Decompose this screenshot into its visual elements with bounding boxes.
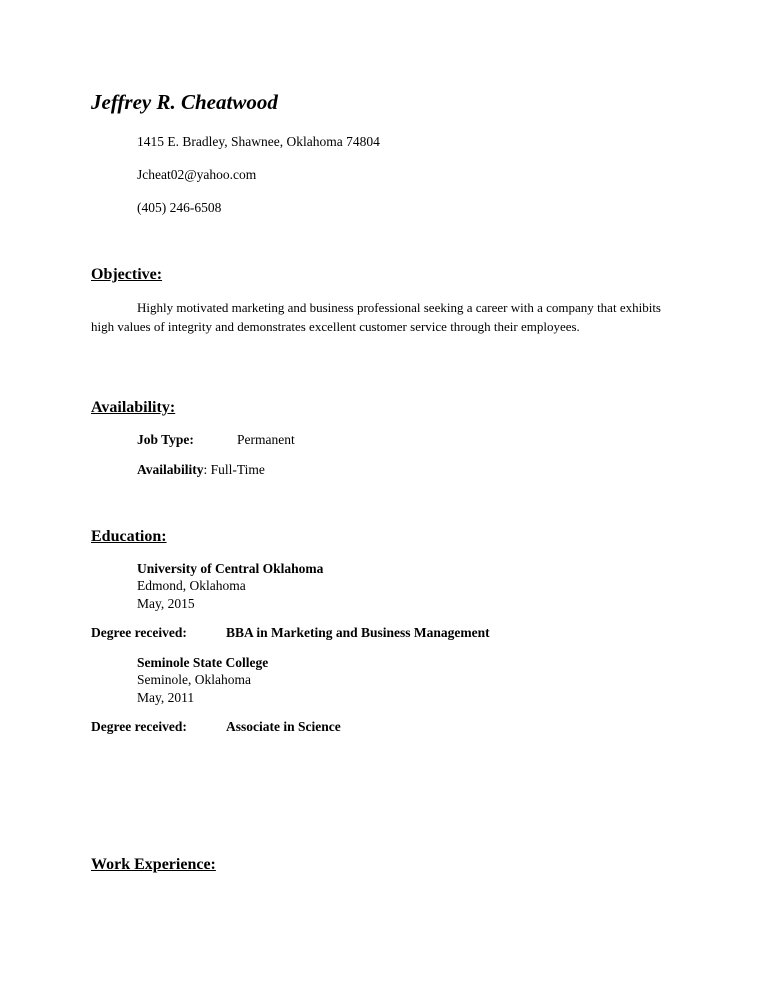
work-experience-heading: Work Experience:: [91, 856, 216, 873]
school-location: Seminole, Oklahoma: [137, 672, 251, 687]
resume-name: Jeffrey R. Cheatwood: [91, 90, 278, 114]
availability-value: Full-Time: [210, 462, 265, 477]
degree-label: Degree received:: [91, 625, 187, 640]
job-type-value: Permanent: [237, 432, 295, 447]
job-type-label: Job Type:: [137, 432, 194, 447]
school-date: May, 2011: [137, 690, 195, 705]
degree-value: BBA in Marketing and Business Management: [226, 625, 490, 640]
school-date: May, 2015: [137, 596, 195, 611]
objective-heading: Objective:: [91, 266, 163, 283]
school-location: Edmond, Oklahoma: [137, 578, 246, 593]
phone-line: (405) 246-6508: [137, 200, 222, 215]
education-heading: Education:: [91, 528, 167, 545]
school-name: Seminole State College: [137, 655, 269, 670]
availability-heading: Availability:: [91, 399, 176, 416]
address-line: 1415 E. Bradley, Shawnee, Oklahoma 74804: [137, 134, 380, 149]
availability-colon: :: [203, 462, 208, 477]
degree-value: Associate in Science: [226, 719, 341, 734]
school-name: University of Central Oklahoma: [137, 561, 324, 576]
availability-row: [137, 462, 265, 478]
email-line: Jcheat02@yahoo.com: [137, 167, 257, 182]
degree-label: Degree received:: [91, 719, 187, 734]
objective-text: Highly motivated marketing and business professional seeking a career with a company that exhibits high values of integrity and demonstrates excellent customer service through their employees.: [91, 300, 661, 334]
availability-label: Availability: [137, 462, 204, 477]
